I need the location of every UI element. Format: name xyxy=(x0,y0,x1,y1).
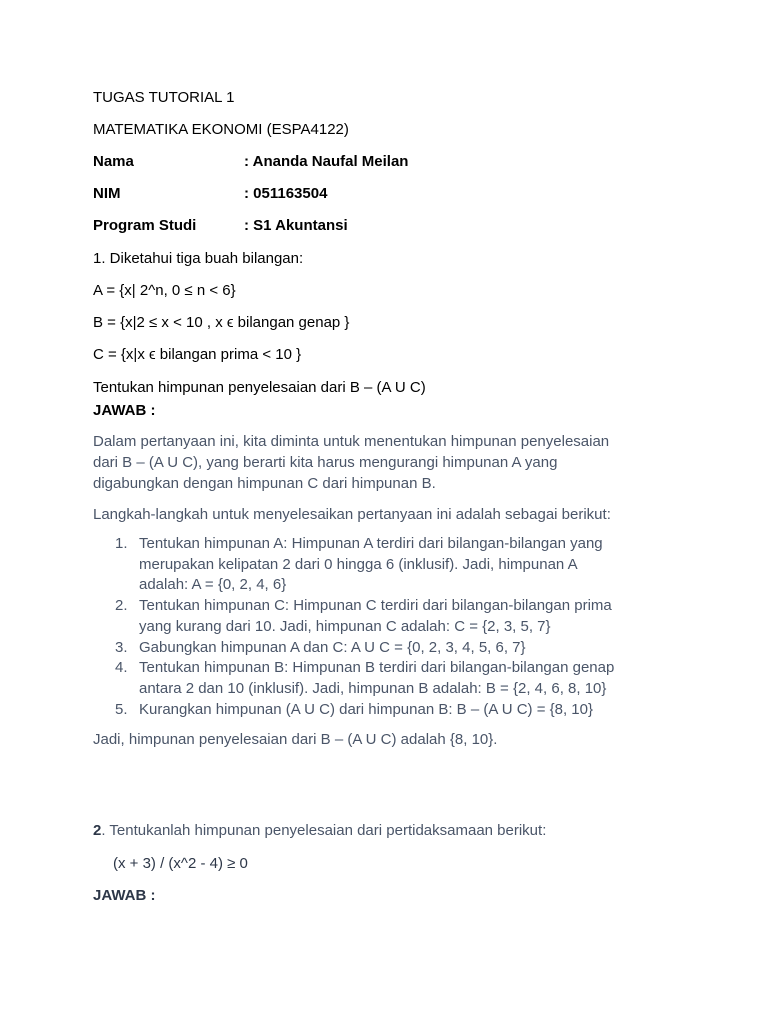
set-c-definition: C = {x|x ϵ bilangan prima < 10 } xyxy=(93,346,302,363)
step-number: 1. xyxy=(115,535,128,552)
answer-1-paragraph-1-line-3: digabungkan dengan himpunan C dari himpunan B. xyxy=(93,475,436,492)
step-number: 4. xyxy=(115,659,128,677)
step-line: antara 2 dan 10 (inklusif). Jadi, himpunan B adalah: B = {2, 4, 6, 8, 10} xyxy=(139,679,607,697)
step-line: Tentukan himpunan C: Himpunan C terdiri dari bilangan-bilangan prima xyxy=(139,597,612,615)
answer-1-paragraph-1-line-2: dari B – (A U C), yang berarti kita harus mengurangi himpunan A yang xyxy=(93,454,558,471)
document-title: TUGAS TUTORIAL 1 xyxy=(93,89,235,106)
name-value: : Ananda Naufal Meilan xyxy=(244,153,409,170)
nim-value: : 051163504 xyxy=(244,185,328,202)
course-title: MATEMATIKA EKONOMI (ESPA4122) xyxy=(93,121,349,138)
step-line: Kurangkan himpunan (A U C) dari himpunan B: B – (A U C) = {8, 10} xyxy=(139,700,593,718)
step-line: merupakan kelipatan 2 dari 0 hingga 6 (inklusif). Jadi, himpunan A xyxy=(139,555,578,573)
solution-step xyxy=(93,700,693,721)
question-2-jawab-label: JAWAB : xyxy=(93,887,156,904)
answer-1-paragraph-1-line-1: Dalam pertanyaan ini, kita diminta untuk menentukan himpunan penyelesaian xyxy=(93,433,610,450)
step-number: 2. xyxy=(115,597,128,615)
step-number: 5. xyxy=(115,700,128,718)
set-b-definition: B = {x|2 ≤ x < 10 , x ϵ bilangan genap } xyxy=(93,314,350,331)
program-label: Program Studi xyxy=(93,217,197,234)
solution-step xyxy=(93,638,693,659)
question-1-task: Tentukan himpunan penyelesaian dari B – (A U C) xyxy=(93,379,426,396)
name-label: Nama xyxy=(93,153,134,170)
question-1-intro: 1. Diketahui tiga buah bilangan: xyxy=(93,250,304,267)
solution-step xyxy=(93,534,693,596)
question-2-prompt xyxy=(93,821,546,841)
step-line: Tentukan himpunan B: Himpunan B terdiri dari bilangan-bilangan genap xyxy=(139,659,615,677)
nim-label: NIM xyxy=(93,185,121,202)
solution-step xyxy=(93,596,693,637)
step-line: yang kurang dari 10. Jadi, himpunan C adalah: C = {2, 3, 5, 7} xyxy=(139,617,551,635)
step-line: adalah: A = {0, 2, 4, 6} xyxy=(139,576,287,594)
solution-step xyxy=(93,658,693,699)
set-a-definition: A = {x| 2^n, 0 ≤ n < 6} xyxy=(93,282,236,299)
step-number: 3. xyxy=(115,638,128,656)
step-line: Tentukan himpunan A: Himpunan A terdiri dari bilangan-bilangan yang xyxy=(139,535,603,552)
question-2-text: . Tentukanlah himpunan penyelesaian dari pertidaksamaan berikut: xyxy=(101,822,547,839)
answer-1-paragraph-2: Langkah-langkah untuk menyelesaikan pertanyaan ini adalah sebagai berikut: xyxy=(93,506,611,523)
answer-1-conclusion: Jadi, himpunan penyelesaian dari B – (A U C) adalah {8, 10}. xyxy=(93,731,498,748)
program-value: : S1 Akuntansi xyxy=(244,217,348,234)
answer-1-paragraph-1 xyxy=(93,431,693,494)
question-2-formula: (x + 3) / (x^2 - 4) ≥ 0 xyxy=(113,855,248,872)
solution-steps-list xyxy=(93,534,693,720)
question-2-number: 2 xyxy=(93,822,102,839)
question-1-jawab-label: JAWAB : xyxy=(93,402,156,419)
step-line: Gabungkan himpunan A dan C: A U C = {0, 2, 3, 4, 5, 6, 7} xyxy=(139,638,526,656)
